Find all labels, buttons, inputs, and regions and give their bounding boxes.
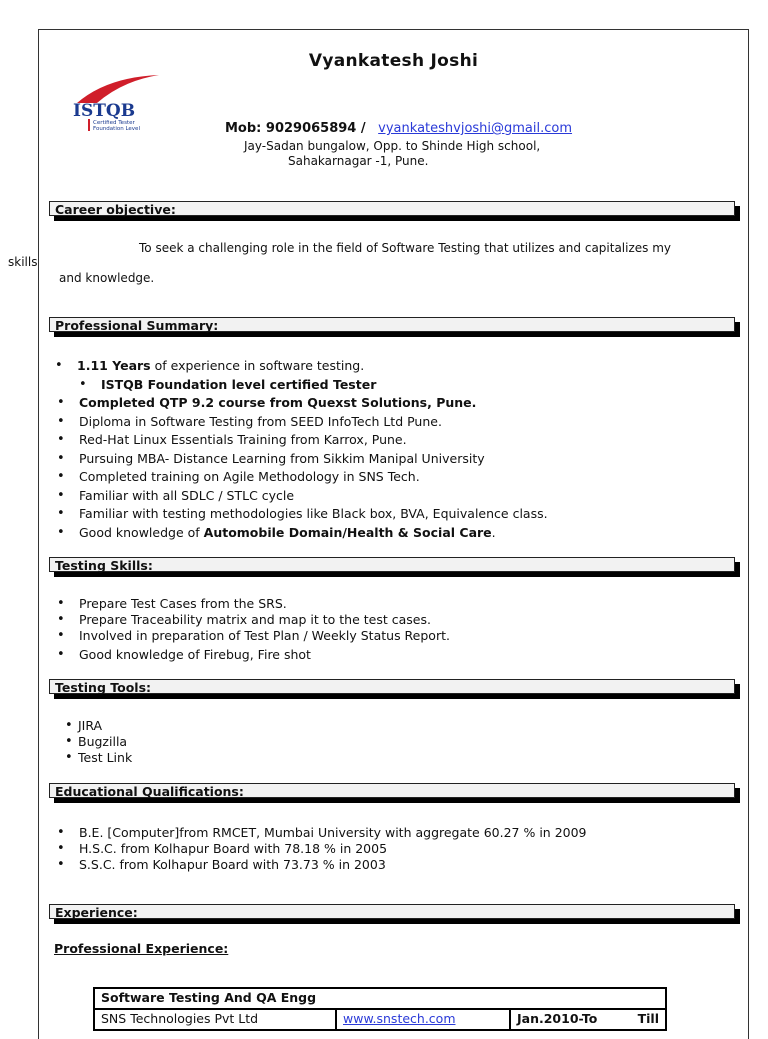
list-item: • JIRA [62, 718, 132, 734]
experience-table [93, 987, 667, 1031]
career-objective-text: To seek a challenging role in the field of Software Testing that utilizes and capitalizes my [139, 241, 672, 255]
list-item: • Prepare Test Cases from the SRS. [54, 596, 450, 612]
section-heading-summary: Professional Summary: [49, 317, 735, 332]
list-item: • Test Link [62, 750, 132, 766]
candidate-name: Vyankatesh Joshi [308, 51, 479, 71]
list-item: • Familiar with testing methodologies like Black box, BVA, Equivalence class. [54, 505, 548, 524]
career-objective-text-cont: and knowledge. [59, 271, 155, 285]
list-item: • Pursuing MBA- Distance Learning from Sikkim Manipal University [54, 450, 548, 469]
list-item: • Completed QTP 9.2 course from Quexst Solutions, Pune. [54, 394, 548, 413]
address-line-2: Sahakarnagar -1, Pune. [288, 154, 429, 168]
logo-text: ISTQB [73, 101, 136, 121]
company-name: SNS Technologies Pvt Ltd [94, 1009, 336, 1030]
logo-sub1: Certified Tester [93, 120, 135, 126]
list-item: • Red-Hat Linux Essentials Training from Karrox, Pune. [54, 431, 548, 450]
email-link[interactable]: vyankateshvjoshi@gmail.com [378, 121, 573, 136]
list-item: • Prepare Traceability matrix and map it to the test cases. [54, 612, 450, 628]
list-item: • 1.11 Years of experience in software testing. [52, 357, 364, 376]
list-item: • Bugzilla [62, 734, 132, 750]
address-line-1: Jay-Sadan bungalow, Opp. to Shinde High school, [244, 139, 541, 153]
company-website-link[interactable]: www.snstech.com [336, 1009, 510, 1030]
list-item: • Good knowledge of Firebug, Fire shot [54, 644, 450, 664]
list-item: • ISTQB Foundation level certified Tester [76, 376, 388, 395]
mobile-number: Mob: 9029065894 / [225, 121, 366, 136]
list-item: • S.S.C. from Kolhapur Board with 73.73 % in 2003 [54, 857, 587, 873]
list-item: • H.S.C. from Kolhapur Board with 78.18 % in 2005 [54, 841, 587, 857]
list-item: • Involved in preparation of Test Plan / Weekly Status Report. [54, 628, 450, 644]
list-item: • Familiar with all SDLC / STLC cycle [54, 487, 548, 506]
testing-skills-list [54, 596, 450, 664]
list-item: • Good knowledge of Automobile Domain/Health & Social Care. [54, 524, 548, 543]
testing-tools-list [62, 718, 132, 766]
table-title: Software Testing And QA Engg [94, 988, 666, 1009]
list-item: • B.E. [Computer]from RMCET, Mumbai University with aggregate 60.27 % in 2009 [54, 825, 587, 841]
logo-sub2: Foundation Level [93, 126, 140, 132]
section-heading-experience: Experience: [49, 904, 735, 919]
summary-list-2 [54, 394, 548, 542]
education-list [54, 825, 587, 873]
section-heading-testing-skills: Testing Skills: [49, 557, 735, 572]
list-item: • Diploma in Software Testing from SEED InfoTech Ltd Pune. [54, 413, 548, 432]
resume-page [38, 29, 749, 1039]
istqb-logo [67, 73, 163, 137]
section-heading-career: Career objective: [49, 201, 735, 216]
list-item: • Completed training on Agile Methodology in SNS Tech. [54, 468, 548, 487]
section-heading-testing-tools: Testing Tools: [49, 679, 735, 694]
summary-list [54, 357, 377, 394]
contact-line [225, 121, 572, 136]
duration-from: Jan.2010-To [510, 1009, 624, 1030]
career-objective-overflow-word: skills [8, 255, 38, 269]
duration-till: Till [624, 1009, 666, 1030]
section-heading-education: Educational Qualifications: [49, 783, 735, 798]
professional-experience-heading: Professional Experience: [54, 941, 229, 956]
